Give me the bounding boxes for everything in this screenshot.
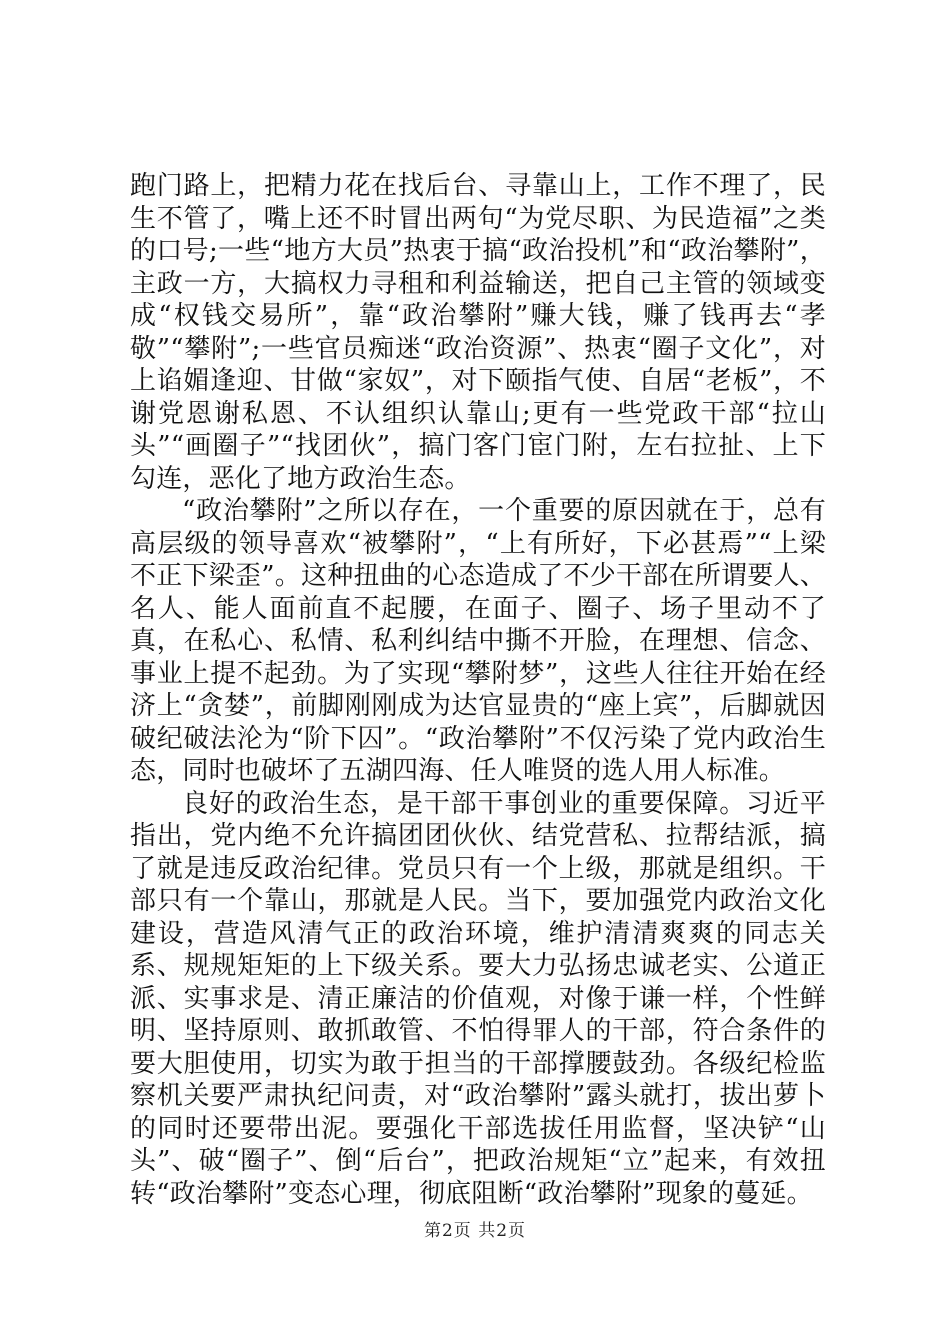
paragraph-3: 良好的政治生态，是干部干事创业的重要保障。习近平指出，党内绝不允许搞团团伙伙、结党营私、拉帮结派，搞了就是违反政治纪律。党员只有一个上级，那就是组织。干部只有一个靠山，那就是人民。当下，要加强党内政治文化建设，营造风清气正的政治环境，维护清清爽爽的同志关系、规规矩矩的上下级关系。要大力弘扬忠诚老实、公道正派、实事求是、清正廉洁的价值观，对像于谦一样，个性鲜明、坚持原则、敢抓敢管、不怕得罪人的干部，符合条件的要大胆使用，切实为敢于担当的干部撑腰鼓劲。各级纪检监察机关要严肃执纪问责，对“政治攀附”露头就打，拔出萝卜的同时还要带出泥。要强化干部选拔任用监督，坚决铲“山头”、破“圈子”、倒“后台”，把政治规矩“立”起来，有效扭转“政治攀附”变态心理，彻底阻断“政治攀附”现象的蔓延。 [130,788,826,1209]
body-text [130,170,826,1210]
paragraph-1: 跑门路上，把精力花在找后台、寻靠山上，工作不理了，民生不管了，嘴上还不时冒出两句“为党尽职、为民造福”之类的口号;一些“地方大员”热衷于搞“政治投机”和“政治攀附”，主政一方，大搞权力寻租和利益输送，把自己主管的领域变成“权钱交易所”，靠“政治攀附”赚大钱，赚了钱再去“孝敬”“攀附”;一些官员痴迷“政治资源”、热衷“圈子文化”，对上谄媚逢迎、甘做“家奴”，对下颐指气使、自居“老板”，不谢党恩谢私恩、不认组织认靠山;更有一些党政干部“拉山头”“画圈子”“找团伙”，搞门客门宦门附，左右拉扯、上下勾连，恶化了地方政治生态。 [130,171,826,494]
paragraph-2: “政治攀附”之所以存在，一个重要的原因就在于，总有高层级的领导喜欢“被攀附”，“上有所好，下必甚焉”“上梁不正下梁歪”。这种扭曲的心态造成了不少干部在所谓要人、名人、能人面前直不起腰，在面子、圈子、场子里动不了真，在私心、私情、私利纠结中撕不开脸，在理想、信念、事业上提不起劲。为了实现“攀附梦”，这些人往往开始在经济上“贪婪”，前脚刚刚成为达官显贵的“座上宾”，后脚就因破纪破法沦为“阶下囚”。“政治攀附”不仅污染了党内政治生态，同时也破坏了五湖四海、任人唯贤的选人用人标准。 [130,496,826,786]
page-footer: 第2页 共2页 [423,1221,527,1241]
